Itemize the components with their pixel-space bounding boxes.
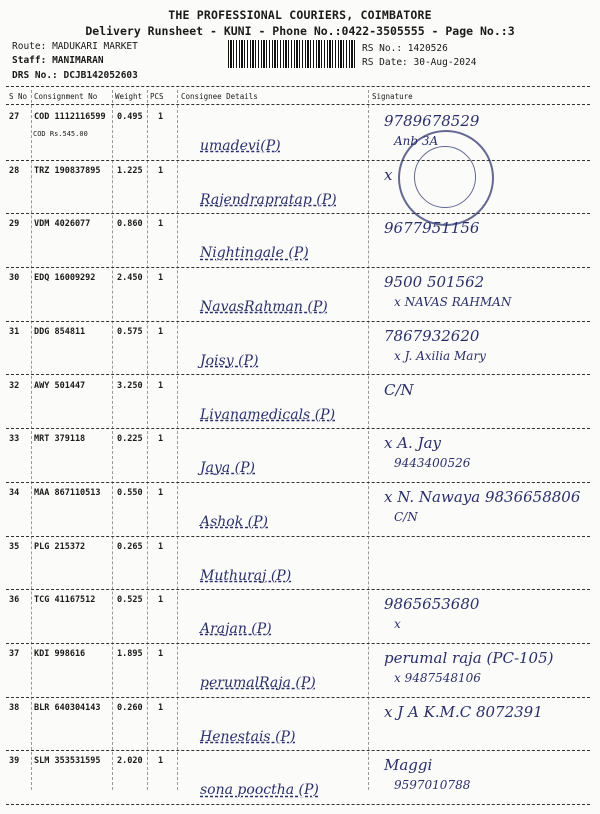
route-line: [12, 41, 138, 52]
row-signature-text: x: [384, 165, 393, 184]
row-pcs: 1: [158, 487, 164, 498]
row-signature-text: x J A K.M.C 8072391: [384, 702, 543, 721]
row-signature-text: C/N: [384, 380, 414, 399]
row-weight: 0.260: [117, 702, 143, 713]
row-consignment-no: PLG 215372: [34, 541, 86, 552]
row-consignee-name: Jaya (P): [200, 460, 256, 477]
col-header-weight: Weight: [115, 92, 143, 101]
row-weight: 2.020: [117, 756, 143, 767]
row-pcs: 1: [158, 326, 164, 337]
row-separator: [6, 589, 590, 590]
row-signature-note: x 9487548106: [394, 671, 481, 685]
staff-value: MANIMARAN: [52, 55, 104, 66]
table-row: [0, 269, 600, 331]
row-signature-text: Maggi: [384, 756, 433, 775]
route-label: Route:: [12, 41, 47, 52]
row-pcs: 1: [158, 273, 164, 284]
row-signature-text: 9500 501562: [384, 273, 485, 292]
rs-no-line: [362, 43, 448, 54]
row-consignee-name: Ashok (P): [200, 513, 269, 530]
row-cod-amount: COD Rs.545.00: [33, 130, 88, 138]
table-row: [0, 484, 600, 546]
row-separator: [6, 804, 590, 805]
rs-date-label: RS Date:: [362, 57, 408, 68]
row-sno: 36: [9, 595, 20, 606]
col-header-consignment: Consignment No: [34, 92, 98, 101]
row-separator: [6, 267, 590, 268]
row-signature-text: 9789678529: [384, 112, 480, 130]
row-separator: [6, 160, 590, 161]
row-signature-note: 9597010788: [394, 778, 471, 793]
row-signature-note: x NAVAS RAHMAN: [394, 295, 512, 310]
row-signature-text: 9865653680: [384, 595, 480, 614]
row-separator: [6, 428, 590, 429]
header-separator-bottom: [6, 104, 590, 105]
row-sno: 27: [9, 112, 20, 122]
row-signature-note: x: [394, 617, 401, 632]
company-title: THE PROFESSIONAL COURIERS, COIMBATORE: [168, 8, 432, 22]
row-weight: 0.860: [117, 219, 143, 230]
row-separator: [6, 321, 590, 322]
row-sno: 34: [9, 487, 20, 498]
table-row: [0, 108, 600, 170]
row-signature-note: Anb 3A: [394, 134, 439, 148]
row-pcs: 1: [158, 380, 164, 391]
row-consignment-no: MAA 867110513: [34, 487, 101, 498]
row-consignment-no: KDI 998616: [34, 649, 86, 659]
row-consignment-no: TCG 41167512: [34, 595, 96, 606]
row-pcs: 1: [158, 702, 164, 713]
row-weight: 2.450: [117, 273, 143, 284]
row-sno: 31: [9, 326, 20, 337]
table-row: [0, 591, 600, 653]
row-sno: 37: [9, 649, 20, 659]
row-separator: [6, 536, 590, 537]
row-consignee-name: Muthuraj (P): [200, 567, 292, 584]
row-consignment-no: BLR 640304143: [34, 702, 101, 713]
row-weight: 1.895: [117, 649, 143, 659]
row-signature-text: x A. Jay: [384, 434, 442, 453]
row-separator: [6, 643, 590, 644]
table-row: [0, 699, 600, 761]
row-consignee-name: Livanamedicals (P): [200, 406, 336, 423]
row-separator: [6, 482, 590, 483]
rs-no-value: 1420526: [407, 43, 448, 54]
drs-label: DRS No.:: [12, 70, 58, 81]
row-weight: 0.225: [117, 434, 143, 445]
row-weight: 0.575: [117, 326, 143, 337]
col-header-pcs: PCS: [150, 92, 164, 101]
drs-value: DCJB142052603: [63, 70, 138, 81]
table-row: [0, 377, 600, 439]
table-row: [0, 645, 600, 707]
row-weight: 3.250: [117, 380, 143, 391]
col-header-signature: Signature: [372, 92, 413, 101]
row-consignment-no: AWY 501447: [34, 380, 86, 391]
row-signature-text: 7867932620: [384, 326, 480, 345]
row-consignee-name: umadevi(P): [200, 138, 281, 154]
row-pcs: 1: [158, 219, 164, 230]
row-signature-text: x N. Nawaya 9836658806: [384, 487, 581, 506]
row-consignment-no: COD 1112116599: [34, 112, 106, 122]
table-row: [0, 538, 600, 600]
row-signature-text: 9677951156: [384, 219, 480, 238]
staff-label: Staff:: [12, 55, 47, 66]
table-row: [0, 215, 600, 277]
staff-line: [12, 55, 104, 66]
col-header-sno: S No: [9, 92, 28, 101]
drs-line: [12, 70, 138, 81]
row-pcs: 1: [158, 756, 164, 767]
table-row: [0, 323, 600, 385]
row-weight: 0.550: [117, 487, 143, 498]
row-pcs: 1: [158, 434, 164, 445]
row-pcs: 1: [158, 165, 164, 176]
row-signature-note: 9443400526: [394, 456, 471, 471]
row-consignee-name: Arajan (P): [200, 621, 272, 638]
row-sno: 39: [9, 756, 20, 767]
row-consignee-name: perumalRaja (P): [200, 675, 316, 691]
row-pcs: 1: [158, 595, 164, 606]
row-consignment-no: EDQ 16009292: [34, 273, 96, 284]
row-sno: 28: [9, 165, 20, 176]
row-signature-note: C/N: [394, 509, 418, 524]
row-consignee-name: Rajendrapratap (P): [200, 191, 337, 208]
table-row: [0, 430, 600, 492]
row-separator: [6, 374, 590, 375]
row-weight: 1.225: [117, 165, 143, 176]
row-pcs: 1: [158, 541, 164, 552]
row-signature-note: x J. Axilia Mary: [394, 348, 486, 363]
row-signature-text: perumal raja (PC-105): [384, 649, 554, 667]
row-sno: 33: [9, 434, 20, 445]
row-separator: [6, 750, 590, 751]
table-row: [0, 752, 600, 814]
row-sno: 29: [9, 219, 20, 230]
row-sno: 38: [9, 702, 20, 713]
row-weight: 0.495: [117, 112, 143, 122]
row-consignee-name: NavasRahman (P): [200, 299, 328, 316]
row-consignee-name: Henestais (P): [200, 728, 296, 745]
row-pcs: 1: [158, 649, 164, 659]
rs-no-label: RS No.:: [362, 43, 403, 54]
barcode: [228, 40, 356, 68]
row-consignment-no: VDM 4026077: [34, 219, 91, 230]
row-sno: 32: [9, 380, 20, 391]
row-sno: 35: [9, 541, 20, 552]
row-consignment-no: DDG 854811: [34, 326, 86, 337]
row-consignment-no: TRZ 190837895: [34, 165, 101, 176]
row-weight: 0.525: [117, 595, 143, 606]
row-sno: 30: [9, 273, 20, 284]
route-value: MADUKARI MARKET: [52, 41, 138, 52]
row-separator: [6, 213, 590, 214]
rs-date-line: [362, 57, 476, 68]
table-row: [0, 162, 600, 224]
runsheet-title: Delivery Runsheet - KUNI - Phone No.:0422-3505555 - Page No.:3: [85, 24, 515, 38]
row-consignment-no: SLM 353531595: [34, 756, 101, 767]
rs-date-value: 30-Aug-2024: [413, 57, 477, 68]
row-pcs: 1: [158, 112, 164, 122]
row-consignee-name: Joisy (P): [200, 352, 259, 369]
header-separator-top: [6, 86, 590, 87]
row-separator: [6, 697, 590, 698]
row-weight: 0.265: [117, 541, 143, 552]
row-consignee-name: sona pooctha (P): [200, 782, 319, 799]
row-consignee-name: Nightingale (P): [200, 245, 309, 262]
col-header-consignee: Consignee Details: [181, 92, 258, 101]
row-consignment-no: MRT 379118: [34, 434, 86, 445]
